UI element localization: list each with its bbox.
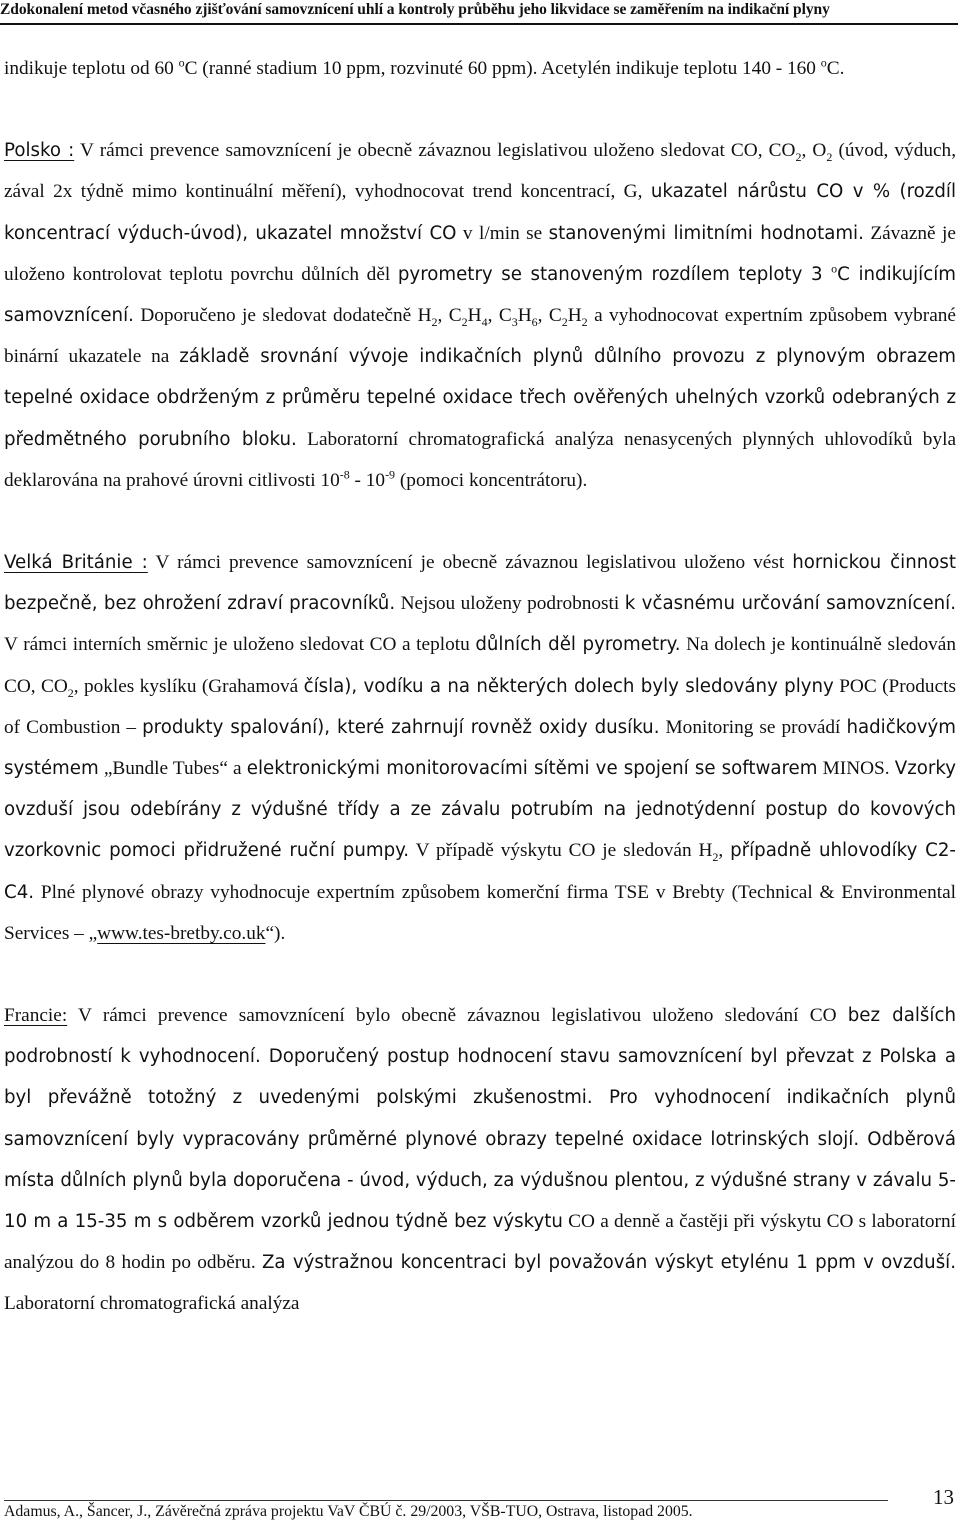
- intro-sup-1: o: [178, 55, 185, 70]
- website-link[interactable]: www.tes-bretby.co.uk: [97, 922, 266, 944]
- britain-mono-9: případně uhlovodíky C2-C4.: [4, 840, 956, 903]
- intro-paragraph: [4, 48, 956, 89]
- intro-sup-2: o: [820, 55, 827, 70]
- france-paragraph: [4, 995, 956, 1325]
- poland-mono-5: základě srovnání vývoje indikačních plynů důlního provozu z plynovým obrazem tepelné oxidace obdrženým z průměru tepelné oxidace třech ověřených uhelných vzorků odebraných z předmětného porubního bloku.: [4, 346, 957, 450]
- poland-sub-1: 2: [795, 150, 802, 165]
- britain-mono-1: hornickou činnost bezpečně, bez ohrožení zdraví pracovníků.: [4, 552, 957, 615]
- intro-text-c: C.: [826, 58, 845, 79]
- britain-text-10: V případě výskytu CO je sledován H: [409, 840, 713, 862]
- france-text-1: V rámci prevence samovznícení bylo obecně závaznou legislativou uloženo sledování CO: [67, 1005, 848, 1027]
- poland-text-9: , C: [487, 305, 512, 327]
- poland-text-6: Doporučeno je sledovat dodatečně H: [133, 305, 432, 327]
- page-header: Zdokonalení metod včasného zjišťování samovznícení uhlí a kontroly průběhu jeho likvidace se zaměřením na indikační plyny: [0, 0, 958, 25]
- poland-text-14: Laboratorní chromatografická analýza nenasycených plynných uhlovodíků byla deklarována na prahové úrovni citlivosti 10: [4, 428, 956, 491]
- paragraph-gap-2: [4, 501, 956, 542]
- poland-text-13: a vyhodnocovat expertním způsobem vybrané binární ukazatele na: [4, 305, 956, 368]
- poland-text-11: , C: [537, 305, 562, 327]
- britain-sub-1: 2: [67, 685, 74, 700]
- poland-mono-3: pyrometry se stanoveným rozdílem teploty 3: [397, 263, 832, 285]
- poland-text-3: (úvod, výduch, zával 2x týdně mimo kontinuální měření), vyhodnocovat trend koncentrací, G,: [4, 140, 957, 203]
- footer-citation: Adamus, A., Šancer, J., Závěrečná zpráva projektu VaV ČBÚ č. 29/2003, VŠB-TUO, Ostrava, listopad 2005.: [4, 1503, 693, 1520]
- poland-text-15: - 10: [349, 469, 386, 491]
- poland-heading: Polsko :: [4, 140, 75, 162]
- intro-text-a: indikuje teplotu od 60: [4, 58, 179, 79]
- poland-mono-4: C indikujícím samovznícení.: [4, 263, 956, 327]
- page-footer: [4, 1485, 956, 1520]
- poland-sub-4: 2: [461, 314, 468, 329]
- poland-text-1: V rámci prevence samovznícení je obecně závaznou legislativou uloženo sledovat CO, CO: [74, 140, 796, 162]
- britain-mono-3: důlních děl pyrometry.: [475, 634, 681, 656]
- britain-text-12: Plné plynové obrazy vyhodnocuje expertním způsobem komerční firma TSE v Brebty (Technical & Environmental Services – „: [4, 881, 956, 944]
- britain-text-13: “).: [265, 922, 286, 944]
- britain-sub-2: 2: [712, 850, 719, 865]
- britain-text-4: Na dolech je kontinuálně sledován CO, CO: [4, 634, 957, 697]
- poland-sub-6: 3: [511, 314, 518, 329]
- poland-sub-7: 6: [531, 314, 538, 329]
- britain-text-6: POC (Products of Combustion –: [4, 675, 956, 738]
- poland-text-2: , O: [801, 140, 827, 162]
- poland-sub-9: 2: [581, 314, 588, 329]
- poland-sub-3: 2: [431, 314, 438, 329]
- britain-mono-6: hadičkovým systémem: [4, 716, 956, 780]
- poland-sup-5: -9: [385, 467, 396, 482]
- france-text-2: CO a denně a častěji při výskytu CO s laboratorní analýzou do 8 hodin po odběru.: [4, 1211, 956, 1274]
- france-mono-1: bez dalších podrobností k vyhodnocení. Doporučený postup hodnocení stavu samovznícení byl převzat z Polska a byl převážně totožný z uvedenými polskými zkušenostmi. Pro vyhodnocení indikačních plynů samovznícení byly vypracovány průměrné plynové obrazy tepelné oxidace lotrinských slojí. Odběrová místa důlních plynů byla doporučena - úvod, výduch, za výdušnou plentou, z výdušné strany v závalu 5-10 m a 15-35 m s odběrem vzorků jednou týdně bez výskytu: [4, 1005, 956, 1233]
- poland-text-12: H: [567, 305, 582, 327]
- page-content: [4, 48, 956, 1325]
- britain-mono-2: k včasnému určování samovznícení.: [624, 593, 956, 615]
- paragraph-gap-1: [4, 89, 956, 130]
- poland-paragraph: [4, 130, 956, 501]
- france-heading: Francie:: [4, 1005, 68, 1027]
- poland-sub-8: 2: [561, 314, 568, 329]
- britain-text-3: V rámci interních směrnic je uloženo sledovat CO a teplotu: [4, 634, 476, 656]
- britain-mono-8: Vzorky ovzduší jsou odebírány z výdušné třídy a ze závalu potrubím na jednotýdenní postup do kovových vzorkovnic pomoci přidružené ruční pumpy.: [4, 758, 956, 862]
- poland-text-8: H: [467, 305, 482, 327]
- intro-text-b: C (ranné stadium 10 ppm, rozvinuté 60 ppm). Acetylén indikuje teplotu 140 - 160: [184, 58, 821, 79]
- britain-text-9: MINOS.: [817, 758, 895, 780]
- poland-sub-2: 2: [826, 150, 833, 165]
- britain-paragraph: [4, 542, 956, 954]
- britain-text-11: ,: [718, 840, 731, 862]
- footer-divider: [4, 1500, 888, 1501]
- poland-sup-4: -8: [339, 467, 350, 482]
- poland-text-4: v l/min se: [456, 222, 549, 244]
- britain-text-8: „Bundle Tubes“ a: [98, 758, 247, 780]
- britain-mono-4: čísla), vodíku a na některých dolech byly sledovány plyny: [303, 675, 834, 697]
- britain-text-5: , pokles kyslíku (Grahamová: [73, 675, 304, 697]
- poland-sub-5: 4: [481, 314, 488, 329]
- poland-sup-3: o: [831, 261, 838, 276]
- page-number: 13: [933, 1485, 954, 1509]
- france-text-3: Laboratorní chromatografická analýza: [4, 1293, 300, 1315]
- poland-text-7: , C: [437, 305, 462, 327]
- britain-mono-7: elektronickými monitorovacími sítěmi ve spojení se softwarem: [246, 758, 818, 780]
- poland-mono-1: ukazatel nárůstu CO v % (rozdíl koncentrací výduch-úvod), ukazatel množství CO: [4, 181, 956, 244]
- britain-text-1: V rámci prevence samovznícení je obecně závaznou legislativou uloženo vést: [147, 552, 793, 574]
- britain-mono-5: produkty spalování), které zahrnují rovněž oxidy dusíku.: [142, 716, 660, 738]
- poland-text-5: Závazně je uloženo kontrolovat teplotu povrchu důlních děl: [4, 222, 956, 285]
- poland-text-16: (pomoci koncentrátoru).: [395, 469, 588, 491]
- paragraph-gap-3: [4, 954, 956, 995]
- france-mono-2: Za výstražnou koncentraci byl považován výskyt etylénu 1 ppm v ovzduší.: [261, 1252, 957, 1274]
- britain-text-7: Monitoring se provádí: [659, 716, 847, 738]
- britain-text-2: Nejsou uloženy podrobnosti: [395, 593, 625, 615]
- britain-heading: Velká Británie :: [4, 552, 148, 574]
- poland-text-10: H: [517, 305, 532, 327]
- poland-mono-2: stanovenými limitními hodnotami.: [548, 222, 864, 244]
